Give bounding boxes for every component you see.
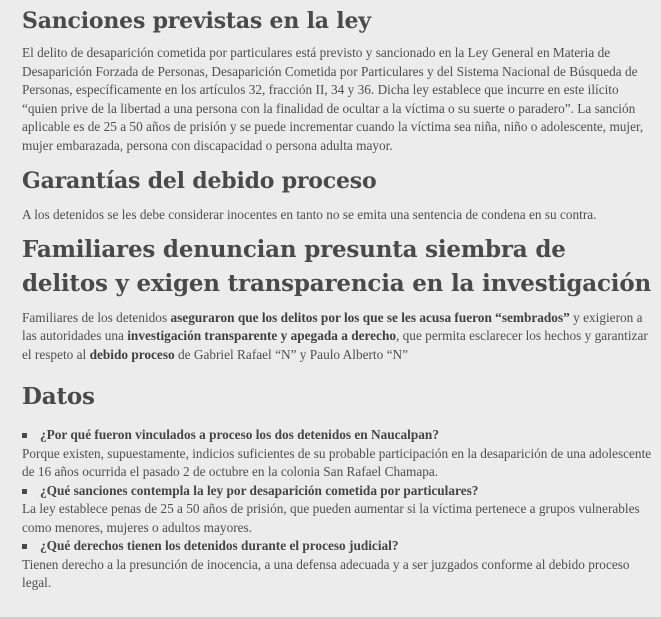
paragraph-familiares [22,309,653,365]
section-sanciones [22,4,653,155]
bullet-icon [22,544,27,549]
familiares-bold-2: investigación transparente y apegada a derecho [127,328,396,343]
faq-question [22,426,653,445]
paragraph-sanciones: El delito de desaparición cometida por particulares está previsto y sancionado en la Ley General en Materia de Desaparición Forzada de Personas, Desaparición Cometida por Particulares y del Sistema Nacional de Búsqueda de Personas, específicamente en los artículos 32, fracción II, 34 y 36. Dicha ley establece que incurre en este ilícito “quien prive de la libertad a una persona con la finalidad de ocultar a la víctima o su suerte o paradero”. La sanción aplicable es de 25 a 50 años de prisión y se puede incrementar cuando la víctima sea niña, niño o adolescente, mujer, mujer embarazada, persona con discapacidad o persona adulta mayor. [22,45,644,153]
heading-garantias: Garantías del debido proceso [22,168,377,194]
familiares-text-3: , que permita esclarecer los hechos y garantizar el respeto al [22,328,648,362]
faq-answer: Tienen derecho a la presunción de inocencia, a una defensa adecuada y a ser juzgados conforme al debido proceso legal. [22,556,630,590]
faq-answer: Porque existen, supuestamente, indicios suficientes de su probable participación en la desaparición de una adolescente de 16 años ocurrida el pasado 2 de octubre en la colonia San Rafael Chamapa. [22,445,652,479]
faq-answer: La ley establece penas de 25 a 50 años de prisión, que pueden aumentar si la víctima pertenece a grupos vulnerables como menores, mujeres o adultos mayores. [22,501,640,535]
heading-familiares: Familiares denuncian presunta siembra de delitos y exigen transparencia en la investigación [22,235,652,297]
section-garantias [22,164,653,225]
faq-list [22,426,653,593]
section-familiares [22,233,653,365]
familiares-text-1: Familiares de los detenidos [22,309,171,325]
paragraph-garantias: A los detenidos se les debe considerar inocentes en tanto no se emita una sentencia de condena en su contra. [22,207,597,222]
familiares-bold-1: aseguraron que los delitos por los que se les acusa fueron “sembrados” [170,309,570,325]
familiares-bold-3: debido proceso [89,346,175,362]
section-datos [22,380,653,593]
familiares-text-4: de Gabriel Rafael “N” y Paulo Alberto “N” [174,346,409,362]
heading-datos: Datos [22,383,95,410]
heading-sanciones: Sanciones previstas en la ley [22,8,371,34]
bullet-icon [22,489,27,494]
faq-question [22,482,653,501]
faq-question-text: ¿Por qué fueron vinculados a proceso los dos detenidos en Naucalpan? [40,427,439,442]
faq-question [22,537,653,556]
bullet-icon [22,433,27,438]
familiares-text-2: y exigieron a las autoridades una [22,309,643,343]
faq-question-text: ¿Qué sanciones contempla la ley por desaparición cometida por particulares? [40,482,479,498]
faq-question-text: ¿Qué derechos tienen los detenidos durante el proceso judicial? [40,538,399,553]
